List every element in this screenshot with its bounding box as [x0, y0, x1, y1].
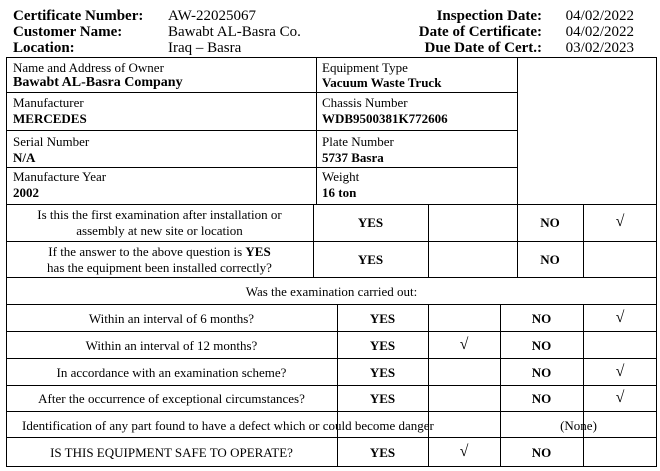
plate-label: Plate Number — [322, 134, 394, 149]
serial-value: N/A — [13, 150, 36, 165]
cert-number-value: AW-22025067 — [168, 8, 256, 24]
row-divider — [6, 437, 657, 438]
date-of-certificate-label: Date of Certificate: — [418, 24, 542, 40]
interval-6-no: NO — [531, 311, 552, 326]
weight-label: Weight — [322, 169, 360, 184]
interval-12-yes: YES — [369, 338, 396, 353]
q2-line1-yes: YES — [245, 244, 271, 259]
row-divider — [6, 331, 657, 332]
defect-value: (None) — [560, 418, 597, 433]
equipment-type-label: Equipment Type — [322, 60, 408, 75]
exceptional-no: NO — [531, 391, 552, 406]
cert-number-label: Certificate Number: — [13, 8, 144, 24]
exceptional-circumstances: After the occurrence of exceptional circumstances? — [38, 391, 305, 406]
q1-line1: Is this the first examination after installation or — [37, 207, 282, 222]
info-right-divider — [517, 57, 518, 204]
was-carried-out-heading: Was the examination carried out: — [245, 284, 418, 299]
exceptional-no-check: √ — [615, 389, 625, 406]
q1-yes: YES — [357, 215, 384, 230]
row-divider — [6, 277, 657, 278]
interval-6-months: Within an interval of 6 months? — [88, 311, 255, 326]
row-divider — [6, 167, 517, 168]
year-value: 2002 — [13, 185, 39, 200]
inspection-date-value: 04/02/2022 — [565, 8, 634, 24]
q2-yes: YES — [357, 252, 384, 267]
interval-12-yes-check: √ — [459, 336, 469, 353]
owner-label: Name and Address of Owner — [13, 60, 164, 75]
safe-no: NO — [531, 445, 552, 460]
manufacturer-label: Manufacturer — [13, 95, 84, 110]
interval-12-no: NO — [531, 338, 552, 353]
interval-6-yes: YES — [369, 311, 396, 326]
weight-value: 16 ton — [322, 185, 357, 200]
row-divider — [6, 358, 657, 359]
row-divider — [6, 92, 517, 93]
plate-value: 5737 Basra — [322, 150, 384, 165]
interval-12-months: Within an interval of 12 months? — [85, 338, 258, 353]
q2-line1-text: If the answer to the above question is — [48, 244, 246, 259]
row-divider — [6, 204, 657, 205]
scheme-yes: YES — [369, 365, 396, 380]
row-divider — [6, 411, 657, 412]
interval-6-no-check: √ — [615, 309, 625, 326]
exceptional-yes: YES — [369, 391, 396, 406]
due-date-label: Due Date of Cert.: — [424, 40, 542, 56]
scheme-no: NO — [531, 365, 552, 380]
customer-value: Bawabt AL-Basra Co. — [168, 24, 301, 40]
row-divider — [6, 304, 657, 305]
scheme-no-check: √ — [615, 363, 625, 380]
location-value: Iraq – Basra — [168, 40, 242, 56]
owner-value: Bawabt AL-Basra Company — [13, 75, 183, 90]
q2-line1 — [6, 245, 313, 258]
customer-label: Customer Name: — [13, 24, 123, 40]
defect-identification: Identification of any part found to have a defect which or could become danger — [22, 418, 434, 433]
col-divider — [583, 437, 584, 467]
location-label: Location: — [13, 40, 75, 56]
serial-label: Serial Number — [13, 134, 90, 149]
q2-line2: has the equipment been installed correctly? — [47, 260, 272, 275]
due-date-value: 03/02/2023 — [565, 40, 634, 56]
manufacturer-value: MERCEDES — [13, 111, 87, 126]
chassis-label: Chassis Number — [322, 95, 408, 110]
inspection-date-label: Inspection Date: — [436, 8, 542, 24]
safe-yes-check: √ — [459, 443, 469, 460]
q1-line2: assembly at new site or location — [76, 223, 243, 238]
year-label: Manufacture Year — [13, 169, 107, 184]
equipment-type-value: Vacuum Waste Truck — [322, 75, 442, 90]
examination-scheme: In accordance with an examination scheme? — [56, 365, 287, 380]
row-divider — [6, 241, 657, 242]
chassis-value: WDB9500381K772606 — [322, 111, 448, 126]
safe-yes: YES — [369, 445, 396, 460]
date-of-certificate-value: 04/02/2022 — [565, 24, 634, 40]
q1-no: NO — [540, 215, 560, 230]
safe-to-operate-question: IS THIS EQUIPMENT SAFE TO OPERATE? — [50, 445, 293, 460]
q2-no: NO — [540, 252, 560, 267]
row-divider — [6, 130, 517, 131]
row-divider — [6, 385, 657, 386]
q1-no-check: √ — [615, 213, 625, 230]
